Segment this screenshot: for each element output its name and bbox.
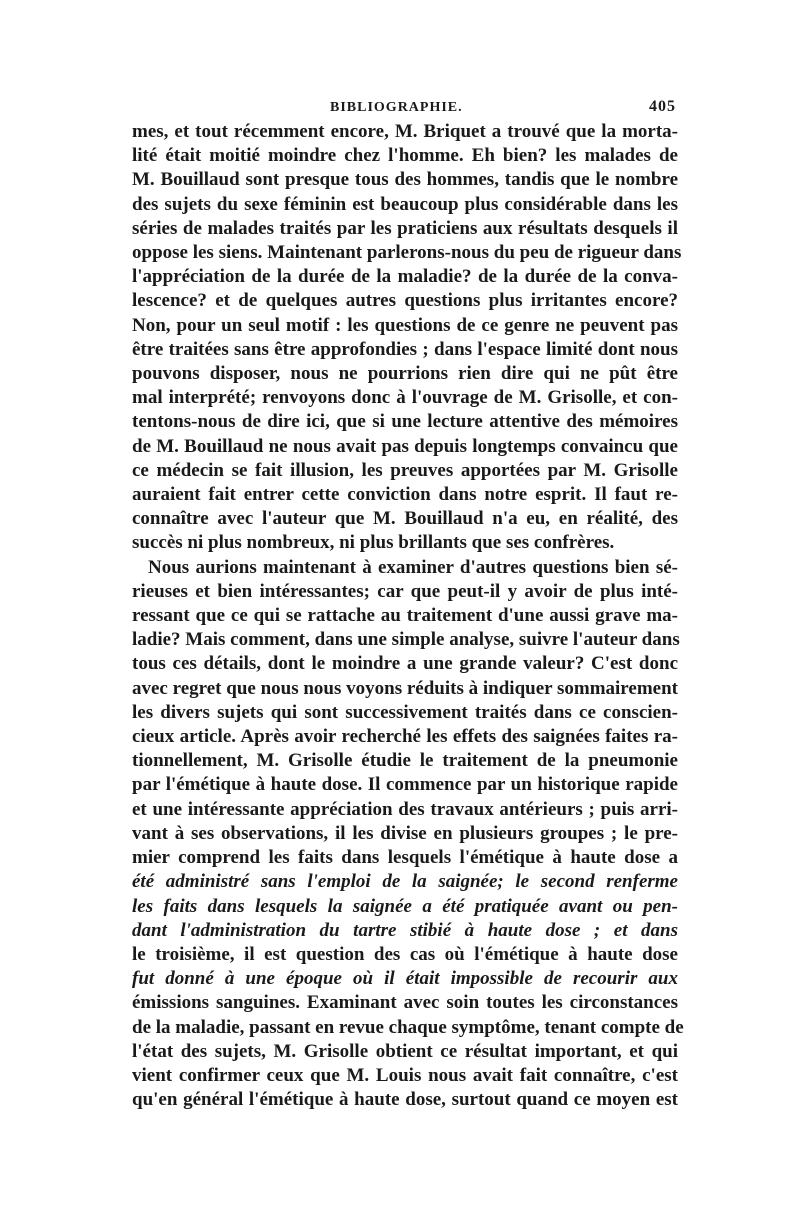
text-line: de M. Bouillaud ne nous avait pas depuis longtemps convaincu que xyxy=(132,435,678,457)
text-line: ressant que ce qui se rattache au traitement d'une aussi grave ma- xyxy=(132,605,678,627)
page-header xyxy=(132,94,678,120)
text-line: connaître avec l'auteur que M. Bouillaud n'a eu, en réalité, des xyxy=(132,508,678,530)
text-line: oppose les siens. Maintenant parlerons-nous du peu de rigueur dans xyxy=(132,242,682,264)
text-line: mes, et tout récemment encore, M. Briquet a trouvé que la morta- xyxy=(132,121,678,142)
text-line: M. Bouillaud sont presque tous des hommes, tandis que le nombre xyxy=(132,169,678,191)
text-line: tous ces détails, dont le moindre a une grande valeur? C'est donc xyxy=(132,653,678,675)
text-line: auraient fait entrer cette conviction dans notre esprit. Il faut re- xyxy=(132,484,678,506)
text-line: ladie? Mais comment, dans une simple analyse, suivre l'auteur dans xyxy=(132,629,680,651)
text-line: de la maladie, passant en revue chaque symptôme, tenant compte de xyxy=(132,1016,684,1038)
text-line: être traitées sans être approfondies ; dans l'espace limité dont nous xyxy=(132,338,678,360)
text-line: le troisième, il est question des cas où l'émétique à haute dose xyxy=(132,943,678,965)
text-line: mal interprété; renvoyons donc à l'ouvrage de M. Grisolle, et con- xyxy=(132,387,678,409)
text-line: fut donné à une époque où il était impossible de recourir aux xyxy=(132,968,678,990)
text-line: rieuses et bien intéressantes; car que peut-il y avoir de plus inté- xyxy=(132,580,678,602)
text-line: cieux article. Après avoir recherché les effets des saignées faites ra- xyxy=(132,726,678,748)
text-line: et une intéressante appréciation des travaux antérieurs ; puis arri- xyxy=(132,798,678,820)
text-line: Nous aurions maintenant à examiner d'autres questions bien sé- xyxy=(148,556,678,578)
page-number: 405 xyxy=(649,98,676,115)
text-line: émissions sanguines. Examinant avec soin toutes les circonstances xyxy=(132,992,678,1014)
text-line: l'appréciation de la durée de la maladie? de la durée de la conva- xyxy=(132,266,678,288)
text-line: tionnellement, M. Grisolle étudie le traitement de la pneumonie xyxy=(132,750,678,772)
running-title: BIBLIOGRAPHIE. xyxy=(330,100,463,115)
text-line: mier comprend les faits dans lesquels l'émétique à haute dose a xyxy=(132,847,678,869)
text-line: qu'en général l'émétique à haute dose, surtout quand ce moyen est xyxy=(132,1089,678,1111)
book-page xyxy=(132,94,684,1112)
text-line: ce médecin se fait illusion, les preuves apportées par M. Grisolle xyxy=(132,459,678,481)
text-line: les faits dans lesquels la saignée a été pratiquée avant ou pen- xyxy=(132,895,678,917)
text-line: pouvons disposer, nous ne pourrions rien dire qui ne pût être xyxy=(132,363,678,385)
text-line: vient confirmer ceux que M. Louis nous avait fait connaître, c'est xyxy=(132,1064,678,1086)
text-line: lescence? et de quelques autres questions plus irritantes encore? xyxy=(132,290,678,312)
text-line: dant l'administration du tartre stibié à haute dose ; et dans xyxy=(132,919,678,941)
text-line: succès ni plus nombreux, ni plus brillants que ses confrères. xyxy=(132,532,615,554)
text-line: vant à ses observations, il les divise en plusieurs groupes ; le pre- xyxy=(132,822,678,844)
text-line: tentons-nous de dire ici, que si une lecture attentive des mémoires xyxy=(132,411,678,433)
text-line: avec regret que nous nous voyons réduits à indiquer sommairement xyxy=(132,677,678,699)
text-line: les divers sujets qui sont successivement traités dans ce conscien- xyxy=(132,701,678,723)
text-line: des sujets du sexe féminin est beaucoup plus considérable dans les xyxy=(132,193,678,215)
text-line: lité était moitié moindre chez l'homme. Eh bien? les malades de xyxy=(132,145,678,167)
text-line: été administré sans l'emploi de la saignée; le second renferme xyxy=(132,871,678,893)
body-text xyxy=(132,120,684,1112)
text-line: séries de malades traités par les praticiens aux résultats desquels il xyxy=(132,217,678,239)
text-line: Non, pour un seul motif : les questions de ce genre ne peuvent pas xyxy=(132,314,678,336)
text-line: l'état des sujets, M. Grisolle obtient ce résultat important, et qui xyxy=(132,1040,678,1062)
text-line: par l'émétique à haute dose. Il commence par un historique rapide xyxy=(132,774,678,796)
